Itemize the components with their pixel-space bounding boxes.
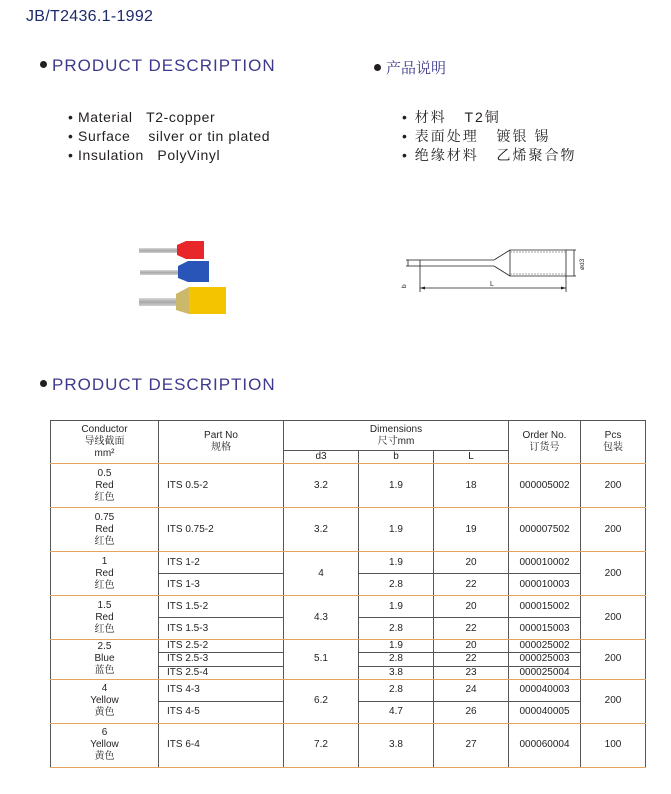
feature-item: • Insulation PolyVinyl — [68, 147, 221, 163]
yellow-terminal — [139, 287, 226, 314]
b-cell: 3.8 — [359, 666, 434, 679]
table-row — [51, 552, 646, 574]
partno-cell: ITS 1-2 — [159, 552, 284, 574]
pcs-cell: 200 — [581, 552, 646, 596]
b-cell: 1.9 — [359, 596, 434, 618]
conductor-cell: 2.5 Blue 蓝色 — [51, 640, 159, 680]
order-cell: 000060004 — [509, 723, 581, 767]
conductor-cell: 0.75 Red 红色 — [51, 508, 159, 552]
order-cell: 000040003 — [509, 679, 581, 701]
L-cell: 23 — [434, 666, 509, 679]
partno-cell: ITS 2.5-3 — [159, 653, 284, 666]
section1-title: PRODUCT DESCRIPTION — [40, 56, 276, 76]
feature-item-cn: • 材料 T2铜 — [402, 109, 501, 125]
table-row — [51, 723, 646, 767]
L-cell: 18 — [434, 464, 509, 508]
bullet-icon — [374, 64, 381, 71]
d3-cell: 5.1 — [284, 640, 359, 680]
L-cell: 20 — [434, 596, 509, 618]
order-cell: 000010003 — [509, 574, 581, 596]
conductor-cell: 0.5 Red 红色 — [51, 464, 159, 508]
header-row — [51, 421, 646, 451]
L-cell: 22 — [434, 653, 509, 666]
conductor-cell: 1 Red 红色 — [51, 552, 159, 596]
header-b: b — [359, 451, 434, 464]
order-cell: 000007502 — [509, 508, 581, 552]
header-d3: d3 — [284, 451, 359, 464]
order-cell: 000025002 — [509, 640, 581, 653]
b-cell: 3.8 — [359, 723, 434, 767]
b-cell: 1.9 — [359, 464, 434, 508]
order-cell: 000025004 — [509, 666, 581, 679]
pcs-cell: 100 — [581, 723, 646, 767]
L-cell: 19 — [434, 508, 509, 552]
spec-table — [50, 420, 646, 768]
header-pcs: Pcs 包装 — [581, 421, 646, 464]
header-conductor: Conductor 导线截面 mm² — [51, 421, 159, 464]
diagram-label-b: b — [401, 284, 408, 288]
d3-cell: 3.2 — [284, 508, 359, 552]
table-row — [51, 640, 646, 653]
feature-item-cn: • 表面处理 镀银 锡 — [402, 128, 551, 144]
table-row — [51, 679, 646, 701]
section1-title-cn: 产品说明 — [374, 57, 446, 78]
red-terminal — [139, 241, 204, 259]
d3-cell: 4 — [284, 552, 359, 596]
diagram-label-d3: ød3 — [579, 258, 586, 270]
table-row — [51, 508, 646, 552]
standard-code: JB/T2436.1-1992 — [26, 8, 154, 25]
order-cell: 000015003 — [509, 618, 581, 640]
pcs-cell: 200 — [581, 679, 646, 723]
bullet-icon — [40, 61, 47, 68]
pcs-cell: 200 — [581, 640, 646, 680]
b-cell: 4.7 — [359, 701, 434, 723]
header-partno: Part No 规格 — [159, 421, 284, 464]
b-cell: 2.8 — [359, 618, 434, 640]
partno-cell: ITS 1-3 — [159, 574, 284, 596]
d3-cell: 4.3 — [284, 596, 359, 640]
blue-terminal — [140, 261, 209, 282]
terminals-photo — [134, 232, 234, 322]
section2-title: PRODUCT DESCRIPTION — [40, 375, 276, 395]
b-cell: 1.9 — [359, 508, 434, 552]
d3-cell: 7.2 — [284, 723, 359, 767]
L-cell: 22 — [434, 618, 509, 640]
conductor-cell: 1.5 Red 红色 — [51, 596, 159, 640]
L-cell: 26 — [434, 701, 509, 723]
pcs-cell: 200 — [581, 508, 646, 552]
order-cell: 000040005 — [509, 701, 581, 723]
d3-cell: 3.2 — [284, 464, 359, 508]
L-cell: 22 — [434, 574, 509, 596]
L-cell: 20 — [434, 552, 509, 574]
header-order: Order No. 订货号 — [509, 421, 581, 464]
bullet-icon — [40, 380, 47, 387]
order-cell: 000010002 — [509, 552, 581, 574]
order-cell: 000015002 — [509, 596, 581, 618]
features-en — [68, 108, 270, 165]
b-cell: 1.9 — [359, 552, 434, 574]
partno-cell: ITS 6-4 — [159, 723, 284, 767]
partno-cell: ITS 4-3 — [159, 679, 284, 701]
L-cell: 20 — [434, 640, 509, 653]
b-cell: 2.8 — [359, 679, 434, 701]
pcs-cell: 200 — [581, 596, 646, 640]
table-row — [51, 464, 646, 508]
partno-cell: ITS 1.5-3 — [159, 618, 284, 640]
dimension-diagram — [398, 236, 588, 306]
conductor-cell: 6 Yellow 黄色 — [51, 723, 159, 767]
pcs-cell: 200 — [581, 464, 646, 508]
feature-item: • Material T2-copper — [68, 109, 216, 125]
b-cell: 2.8 — [359, 574, 434, 596]
partno-cell: ITS 2.5-4 — [159, 666, 284, 679]
conductor-cell: 4 Yellow 黄色 — [51, 679, 159, 723]
table-row — [51, 596, 646, 618]
partno-cell: ITS 2.5-2 — [159, 640, 284, 653]
features-cn — [402, 108, 576, 165]
d3-cell: 6.2 — [284, 679, 359, 723]
partno-cell: ITS 4-5 — [159, 701, 284, 723]
order-cell: 000005002 — [509, 464, 581, 508]
diagram-label-L: L — [490, 281, 494, 288]
feature-item: • Surface silver or tin plated — [68, 128, 271, 144]
L-cell: 24 — [434, 679, 509, 701]
partno-cell: ITS 1.5-2 — [159, 596, 284, 618]
header-dimensions: Dimensions 尺寸mm — [284, 421, 509, 451]
b-cell: 2.8 — [359, 653, 434, 666]
b-cell: 1.9 — [359, 640, 434, 653]
partno-cell: ITS 0.5-2 — [159, 464, 284, 508]
order-cell: 000025003 — [509, 653, 581, 666]
L-cell: 27 — [434, 723, 509, 767]
feature-item-cn: • 绝缘材料 乙烯聚合物 — [402, 147, 577, 163]
header-L: L — [434, 451, 509, 464]
partno-cell: ITS 0.75-2 — [159, 508, 284, 552]
